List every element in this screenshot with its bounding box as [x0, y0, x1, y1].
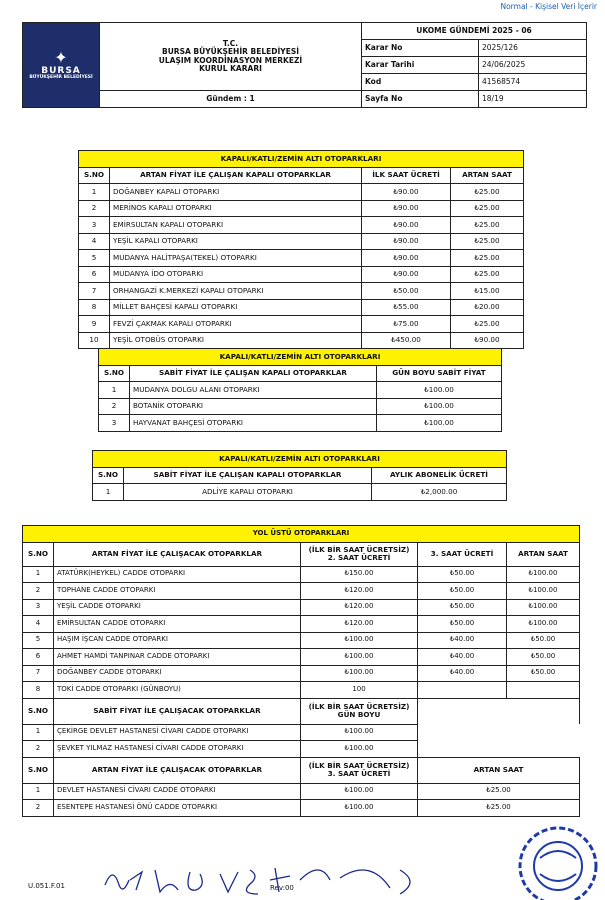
- column-header: S.NO: [23, 757, 54, 783]
- table-cell: 2: [99, 398, 130, 415]
- table-row: [23, 682, 580, 699]
- column-header: SABİT FİYAT İLE ÇALIŞAN KAPALI OTOPARKLAR: [124, 467, 372, 484]
- table-cell: MERİNOS KAPALI OTOPARKI: [110, 200, 362, 217]
- table-cell: AHMET HAMDİ TANPINAR CADDE OTOPARKI: [54, 649, 301, 666]
- table-cell: ₺50.00: [362, 283, 451, 300]
- table-cell: ₺50.00: [507, 665, 580, 682]
- table-title: YOL ÜSTÜ OTOPARKLARI: [23, 526, 580, 543]
- header-value: 18/19: [479, 91, 587, 108]
- column-header: ARTAN SAAT: [418, 757, 580, 783]
- column-header: S.NO: [79, 167, 110, 184]
- table-cell: 3: [99, 415, 130, 432]
- table-cell: 5: [23, 632, 54, 649]
- column-header: ARTAN FİYAT İLE ÇALIŞACAK OTOPARKLAR: [54, 757, 301, 783]
- column-header: ARTAN SAAT: [507, 542, 580, 566]
- org-line: BURSA BÜYÜKŞEHİR BELEDİYESİ: [161, 47, 300, 57]
- table-cell: FEVZİ ÇAKMAK KAPALI OTOPARKI: [110, 316, 362, 333]
- table-cell: 6: [23, 649, 54, 666]
- table-cell: DOĞANBEY KAPALI OTOPARKI: [110, 184, 362, 201]
- table-cell: 2: [23, 583, 54, 600]
- signatures: [100, 860, 500, 900]
- table-row: [23, 599, 580, 616]
- organization-title: [100, 23, 362, 91]
- table-body: [99, 382, 502, 432]
- table-cell: ₺100.00: [301, 665, 418, 682]
- fixed-price-closed-parking-table: [98, 348, 502, 432]
- table-cell: ₺75.00: [362, 316, 451, 333]
- table-cell: ATATÜRK(HEYKEL) CADDE OTOPARKI: [54, 566, 301, 583]
- table-cell: ÇEKİRGE DEVLET HASTANESİ CİVARI CADDE OTOPARKI: [54, 724, 301, 741]
- table-row: [23, 665, 580, 682]
- table-cell: MUDANYA HALİTPAŞA(TEKEL) OTOPARKI: [110, 250, 362, 267]
- table-row: [23, 800, 580, 817]
- table-cell: ₺15.00: [451, 283, 524, 300]
- table-row: [23, 583, 580, 600]
- table-row: [79, 250, 524, 267]
- table-cell: ESENTEPE HASTANESİ ÖNÜ CADDE OTOPARKI: [54, 800, 301, 817]
- org-line: T.C.: [222, 39, 239, 48]
- table-cell: ₺100.00: [507, 583, 580, 600]
- table-cell: ₺100.00: [301, 724, 418, 741]
- table-cell: ₺25.00: [451, 266, 524, 283]
- table-cell: ₺40.00: [418, 649, 507, 666]
- table-cell: [507, 682, 580, 699]
- gundem-label: Gündem : 1: [100, 91, 362, 108]
- table-cell: ₺25.00: [451, 316, 524, 333]
- table-cell: 100: [301, 682, 418, 699]
- table-cell: 10: [79, 332, 110, 349]
- table-title: KAPALI/KATLI/ZEMİN ALTI OTOPARKLARI: [79, 151, 524, 168]
- table-cell: 5: [79, 250, 110, 267]
- header-value: 41568574: [479, 74, 587, 91]
- column-header: ARTAN FİYAT İLE ÇALIŞACAK OTOPARKLAR: [54, 542, 301, 566]
- column-header: S.NO: [23, 698, 54, 724]
- table-cell: YEŞİL KAPALI OTOPARKI: [110, 233, 362, 250]
- table-body: [23, 783, 580, 816]
- table-cell: ₺150.00: [301, 566, 418, 583]
- table-cell: ₺90.00: [362, 184, 451, 201]
- table-row: [79, 283, 524, 300]
- org-line: ULAŞIM KOORDİNASYON MERKEZİ: [158, 55, 303, 65]
- on-street-parking-table: [22, 525, 580, 817]
- table-cell: 3: [79, 217, 110, 234]
- column-header: AYLIK ABONELİK ÜCRETİ: [372, 467, 507, 484]
- table-cell: ₺90.00: [362, 250, 451, 267]
- table-cell: 6: [79, 266, 110, 283]
- header-label: Sayfa No: [362, 91, 479, 108]
- table-cell: ₺25.00: [451, 184, 524, 201]
- header-label: Karar No: [362, 40, 479, 57]
- table-cell: ₺100.00: [377, 398, 502, 415]
- table-cell: 7: [79, 283, 110, 300]
- table-row: [23, 632, 580, 649]
- table-row: [23, 783, 580, 800]
- table-cell: 8: [79, 299, 110, 316]
- table-cell: ₺50.00: [507, 632, 580, 649]
- table-cell: MUDANYA DOLGU ALANI OTOPARKI: [130, 382, 377, 399]
- header-label: Karar Tarihi: [362, 57, 479, 74]
- table-row: [79, 184, 524, 201]
- table-cell: ₺450.00: [362, 332, 451, 349]
- table-cell: HAŞIM İŞCAN CADDE OTOPARKI: [54, 632, 301, 649]
- table-cell: ₺20.00: [451, 299, 524, 316]
- table-cell: ₺100.00: [301, 741, 418, 758]
- table-row: [99, 398, 502, 415]
- table-cell: ₺25.00: [451, 200, 524, 217]
- table-row: [79, 233, 524, 250]
- table-row: [79, 200, 524, 217]
- table-body: [23, 566, 580, 698]
- table-cell: 2: [79, 200, 110, 217]
- table-cell: ₺25.00: [418, 800, 580, 817]
- table-row: [99, 382, 502, 399]
- table-row: [99, 415, 502, 432]
- table-cell: 2: [23, 800, 54, 817]
- column-header: GÜN BOYU SABİT FİYAT: [377, 365, 502, 382]
- bursa-logo: [23, 23, 100, 108]
- empty-cell: [418, 698, 580, 724]
- table-title: KAPALI/KATLI/ZEMİN ALTI OTOPARKLARI: [93, 451, 507, 468]
- table-cell: ₺100.00: [301, 632, 418, 649]
- column-header: S.NO: [23, 542, 54, 566]
- table-cell: ₺120.00: [301, 599, 418, 616]
- table-cell: 1: [23, 724, 54, 741]
- table-cell: 1: [23, 783, 54, 800]
- table-cell: ₺100.00: [507, 599, 580, 616]
- table-cell: DEVLET HASTANESİ CİVARI CADDE OTOPARKI: [54, 783, 301, 800]
- column-header: ARTAN FİYAT İLE ÇALIŞAN KAPALI OTOPARKLAR: [110, 167, 362, 184]
- table-cell: ₺100.00: [507, 566, 580, 583]
- table-cell: ₺120.00: [301, 616, 418, 633]
- table-cell: YEŞİL OTOBÜS OTOPARKI: [110, 332, 362, 349]
- table-row: [79, 299, 524, 316]
- table-cell: ADLİYE KAPALI OTOPARKI: [124, 484, 372, 501]
- table-cell: ₺120.00: [301, 583, 418, 600]
- column-header: S.NO: [93, 467, 124, 484]
- table-cell: 1: [79, 184, 110, 201]
- table-cell: 3: [23, 599, 54, 616]
- table-cell: BOTANİK OTOPARKI: [130, 398, 377, 415]
- table-row: [23, 566, 580, 583]
- column-header: S.NO: [99, 365, 130, 382]
- table-cell: 4: [79, 233, 110, 250]
- table-cell: ŞEVKET YILMAZ HASTANESİ CİVARI CADDE OTOPARKI: [54, 741, 301, 758]
- table-cell: YEŞİL CADDE OTOPARKI: [54, 599, 301, 616]
- decision-header: [22, 22, 587, 108]
- table-body: [79, 184, 524, 349]
- table-cell: ₺90.00: [362, 233, 451, 250]
- table-cell: ₺55.00: [362, 299, 451, 316]
- table-cell: MİLLET BAHÇESİ KAPALI OTOPARKI: [110, 299, 362, 316]
- header-label: Kod: [362, 74, 479, 91]
- table-cell: ₺90.00: [362, 200, 451, 217]
- table-cell: 4: [23, 616, 54, 633]
- table-cell: ₺40.00: [418, 632, 507, 649]
- star-emblem-icon: ✦: [54, 47, 68, 67]
- table-row: [79, 217, 524, 234]
- table-cell: 1: [23, 566, 54, 583]
- table-cell: ORHANGAZİ K.MERKEZİ KAPALI OTOPARKI: [110, 283, 362, 300]
- variable-price-closed-parking-table: [78, 150, 524, 349]
- table-cell: ₺25.00: [418, 783, 580, 800]
- table-cell: EMİRSULTAN KAPALI OTOPARKI: [110, 217, 362, 234]
- table-cell: ₺25.00: [451, 233, 524, 250]
- table-cell: TOKİ CADDE OTOPARKI (GÜNBOYU): [54, 682, 301, 699]
- table-cell: ₺100.00: [377, 415, 502, 432]
- table-cell: ₺90.00: [362, 217, 451, 234]
- table-cell: ₺2,000.00: [372, 484, 507, 501]
- table-cell: 9: [79, 316, 110, 333]
- table-cell: 1: [99, 382, 130, 399]
- table-row: [79, 316, 524, 333]
- table-row: [93, 484, 507, 501]
- table-cell: ₺25.00: [451, 217, 524, 234]
- table-cell: 7: [23, 665, 54, 682]
- logo-text: BURSA: [41, 65, 81, 76]
- column-header: İLK SAAT ÜCRETİ: [362, 167, 451, 184]
- table-row: [23, 741, 580, 758]
- org-line: KURUL KARARI: [199, 63, 262, 73]
- table-row: [23, 724, 580, 741]
- table-cell: [418, 682, 507, 699]
- form-code: U.051.F.01: [28, 882, 65, 890]
- table-cell: TOPHANE CADDE OTOPARKI: [54, 583, 301, 600]
- table-cell: ₺50.00: [418, 566, 507, 583]
- column-header: SABİT FİYAT İLE ÇALIŞACAK OTOPARKLAR: [54, 698, 301, 724]
- column-header: SABİT FİYAT İLE ÇALIŞAN KAPALI OTOPARKLAR: [130, 365, 377, 382]
- table-cell: ₺50.00: [418, 583, 507, 600]
- table-cell: DOĞANBEY CADDE OTOPARKI: [54, 665, 301, 682]
- revision-label: Rev:00: [270, 884, 294, 892]
- table-cell: 1: [93, 484, 124, 501]
- table-body: [23, 724, 580, 757]
- header-value: 2025/126: [479, 40, 587, 57]
- table-row: [23, 649, 580, 666]
- table-cell: 8: [23, 682, 54, 699]
- table-cell: ₺100.00: [301, 800, 418, 817]
- logo-subtext: BÜYÜKŞEHİR BELEDİYESİ: [29, 75, 93, 81]
- table-title: KAPALI/KATLI/ZEMİN ALTI OTOPARKLARI: [99, 349, 502, 366]
- table-cell: ₺40.00: [418, 665, 507, 682]
- table-cell: ₺25.00: [451, 250, 524, 267]
- table-cell: EMİRSULTAN CADDE OTOPARKI: [54, 616, 301, 633]
- table-cell: ₺50.00: [418, 599, 507, 616]
- agenda-title: UKOME GÜNDEMİ 2025 - 06: [362, 23, 587, 40]
- official-stamp: [510, 818, 600, 900]
- column-header: (İLK BİR SAAT ÜCRETSİZ) 2. SAAT ÜCRETİ: [301, 542, 418, 566]
- table-row: [79, 266, 524, 283]
- monthly-subscription-parking-table: [92, 450, 507, 501]
- table-cell: ₺100.00: [377, 382, 502, 399]
- table-cell: HAYVANAT BAHÇESİ OTOPARKI: [130, 415, 377, 432]
- table-cell: ₺90.00: [451, 332, 524, 349]
- column-header: (İLK BİR SAAT ÜCRETSİZ) 3. SAAT ÜCRETİ: [301, 757, 418, 783]
- table-cell: MUDANYA İDO OTOPARKI: [110, 266, 362, 283]
- table-cell: 2: [23, 741, 54, 758]
- table-cell: ₺50.00: [507, 649, 580, 666]
- table-row: [79, 332, 524, 349]
- table-cell: ₺100.00: [301, 649, 418, 666]
- column-header: (İLK BİR SAAT ÜCRETSİZ) GÜN BOYU: [301, 698, 418, 724]
- table-cell: ₺90.00: [362, 266, 451, 283]
- table-body: [93, 484, 507, 501]
- table-cell: ₺100.00: [301, 783, 418, 800]
- header-value: 24/06/2025: [479, 57, 587, 74]
- column-header: 3. SAAT ÜCRETİ: [418, 542, 507, 566]
- table-cell: ₺50.00: [418, 616, 507, 633]
- column-header: ARTAN SAAT: [451, 167, 524, 184]
- table-row: [23, 616, 580, 633]
- classification-label: Normal - Kişisel Veri İçerir: [500, 2, 597, 11]
- table-cell: ₺100.00: [507, 616, 580, 633]
